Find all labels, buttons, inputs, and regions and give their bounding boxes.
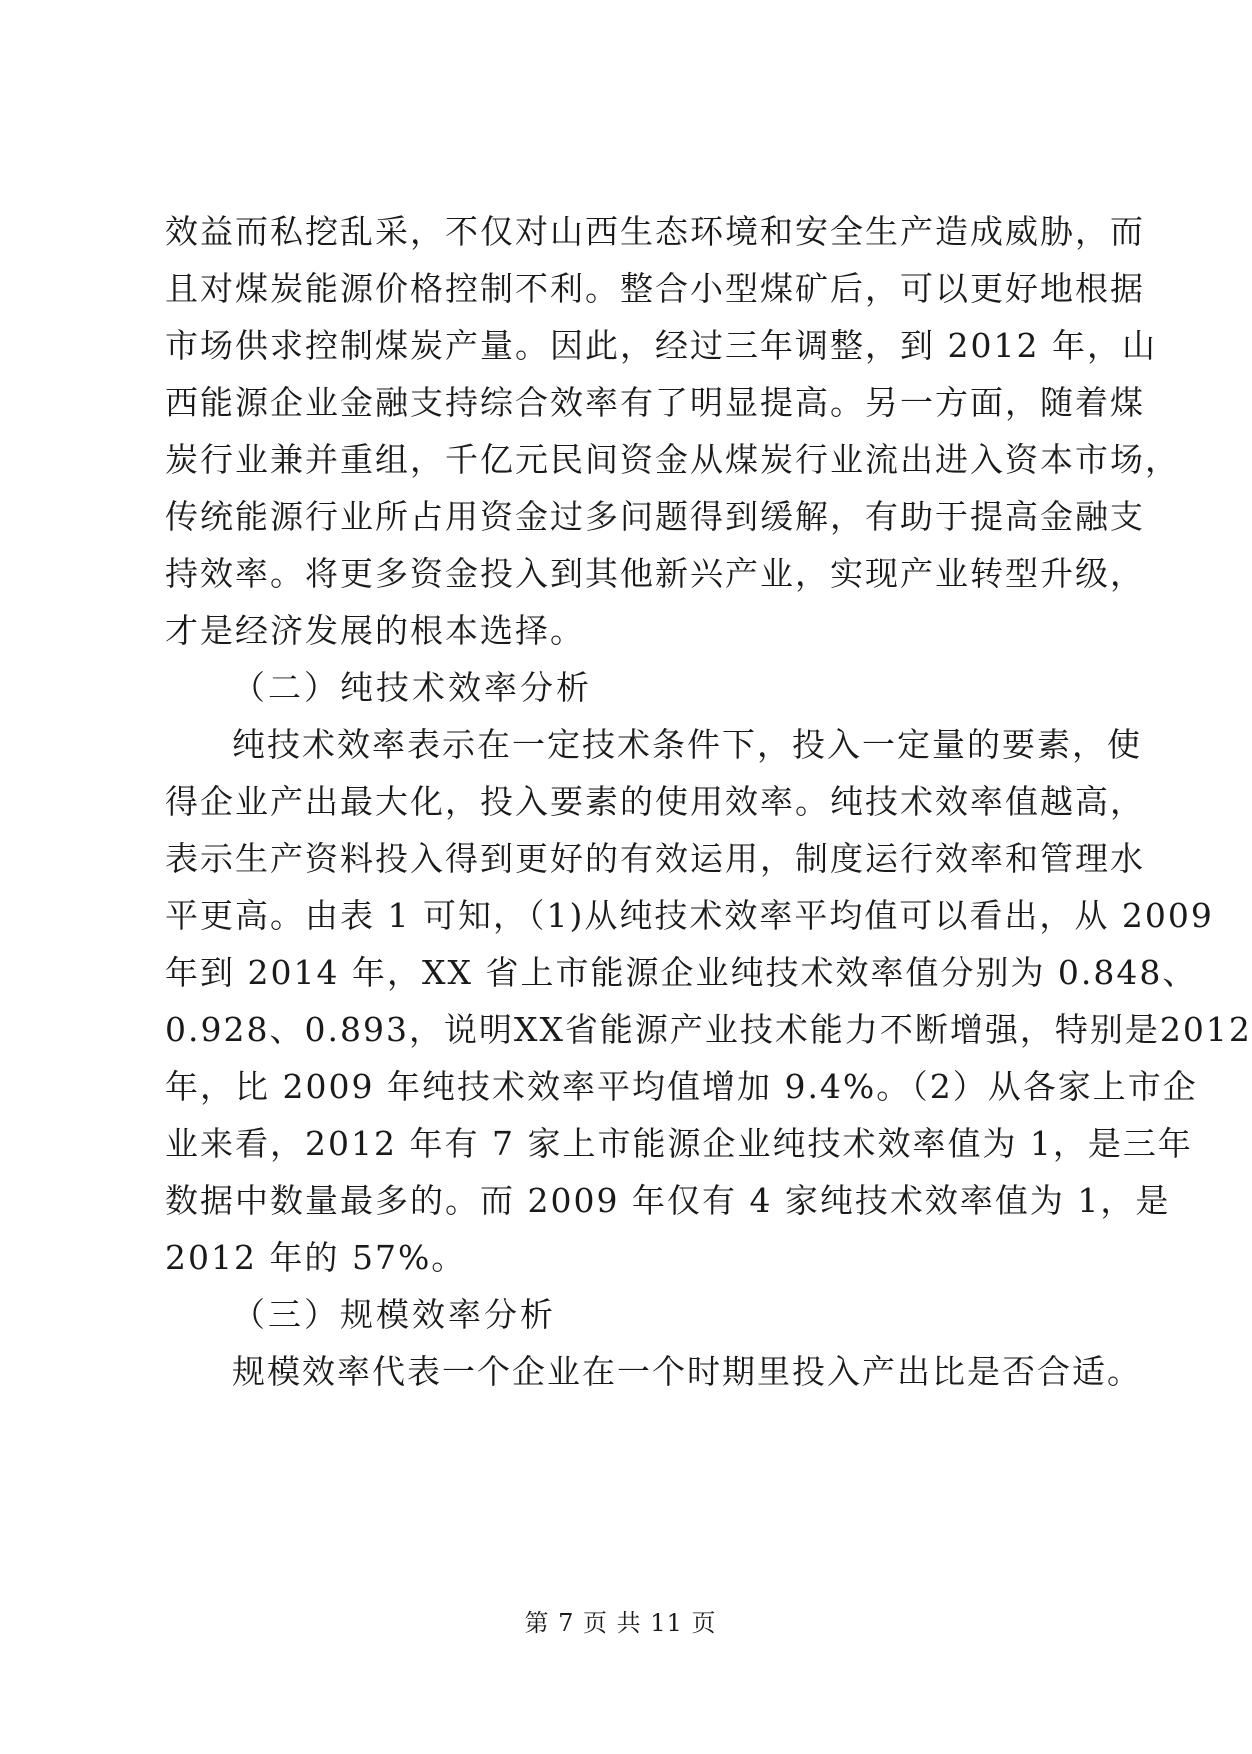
paragraph-line: 且对煤炭能源价格控制不利。整合小型煤矿后，可以更好地根据 [165,269,1145,308]
section-heading: （三）规模效率分析 [232,1295,556,1334]
paragraph-line: 数据中数量最多的。而 2009 年仅有 4 家纯技术效率值为 1，是 [165,1181,1171,1220]
paragraph-line: 得企业产出最大化，投入要素的使用效率。纯技术效率值越高， [165,782,1145,821]
paragraph-line: 持效率。将更多资金投入到其他新兴产业，实现产业转型升级， [165,554,1145,593]
paragraph-line: 0.928、0.893，说明XX省能源产业技术能力不断增强，特别是2012 [165,1010,1252,1049]
paragraph-line: 年到 2014 年，XX 省上市能源企业纯技术效率值分别为 0.848、 [165,953,1198,992]
paragraph-line: 传统能源行业所占用资金过多问题得到缓解，有助于提高金融支 [165,497,1145,536]
paragraph-line: 炭行业兼并重组，千亿元民间资金从煤炭行业流出进入资本市场， [165,440,1180,479]
paragraph-line: 市场供求控制煤炭产量。因此，经过三年调整，到 2012 年，山 [165,326,1157,365]
page-number-footer: 第 7 页 共 11 页 [524,1609,717,1637]
section-heading: （二）纯技术效率分析 [232,668,592,707]
paragraph-line: 规模效率代表一个企业在一个时期里投入产出比是否合适。 [232,1352,1142,1391]
paragraph-line: 才是经济发展的根本选择。 [165,611,585,650]
paragraph-line: 年，比 2009 年纯技术效率平均值增加 9.4%。（2）从各家上市企 [165,1067,1198,1106]
paragraph-line: 平更高。由表 1 可知，（1)从纯技术效率平均值可以看出，从 2009 [165,896,1214,935]
paragraph-line: 效益而私挖乱采，不仅对山西生态环境和安全生产造成威胁，而 [165,212,1145,251]
paragraph-line: 西能源企业金融支持综合效率有了明显提高。另一方面，随着煤 [165,383,1145,422]
paragraph-line: 表示生产资料投入得到更好的有效运用，制度运行效率和管理水 [165,839,1145,878]
paragraph-line: 业来看，2012 年有 7 家上市能源企业纯技术效率值为 1，是三年 [165,1124,1193,1163]
paragraph-line: 2012 年的 57%。 [165,1238,467,1277]
paragraph-line: 纯技术效率表示在一定技术条件下，投入一定量的要素，使 [232,725,1142,764]
